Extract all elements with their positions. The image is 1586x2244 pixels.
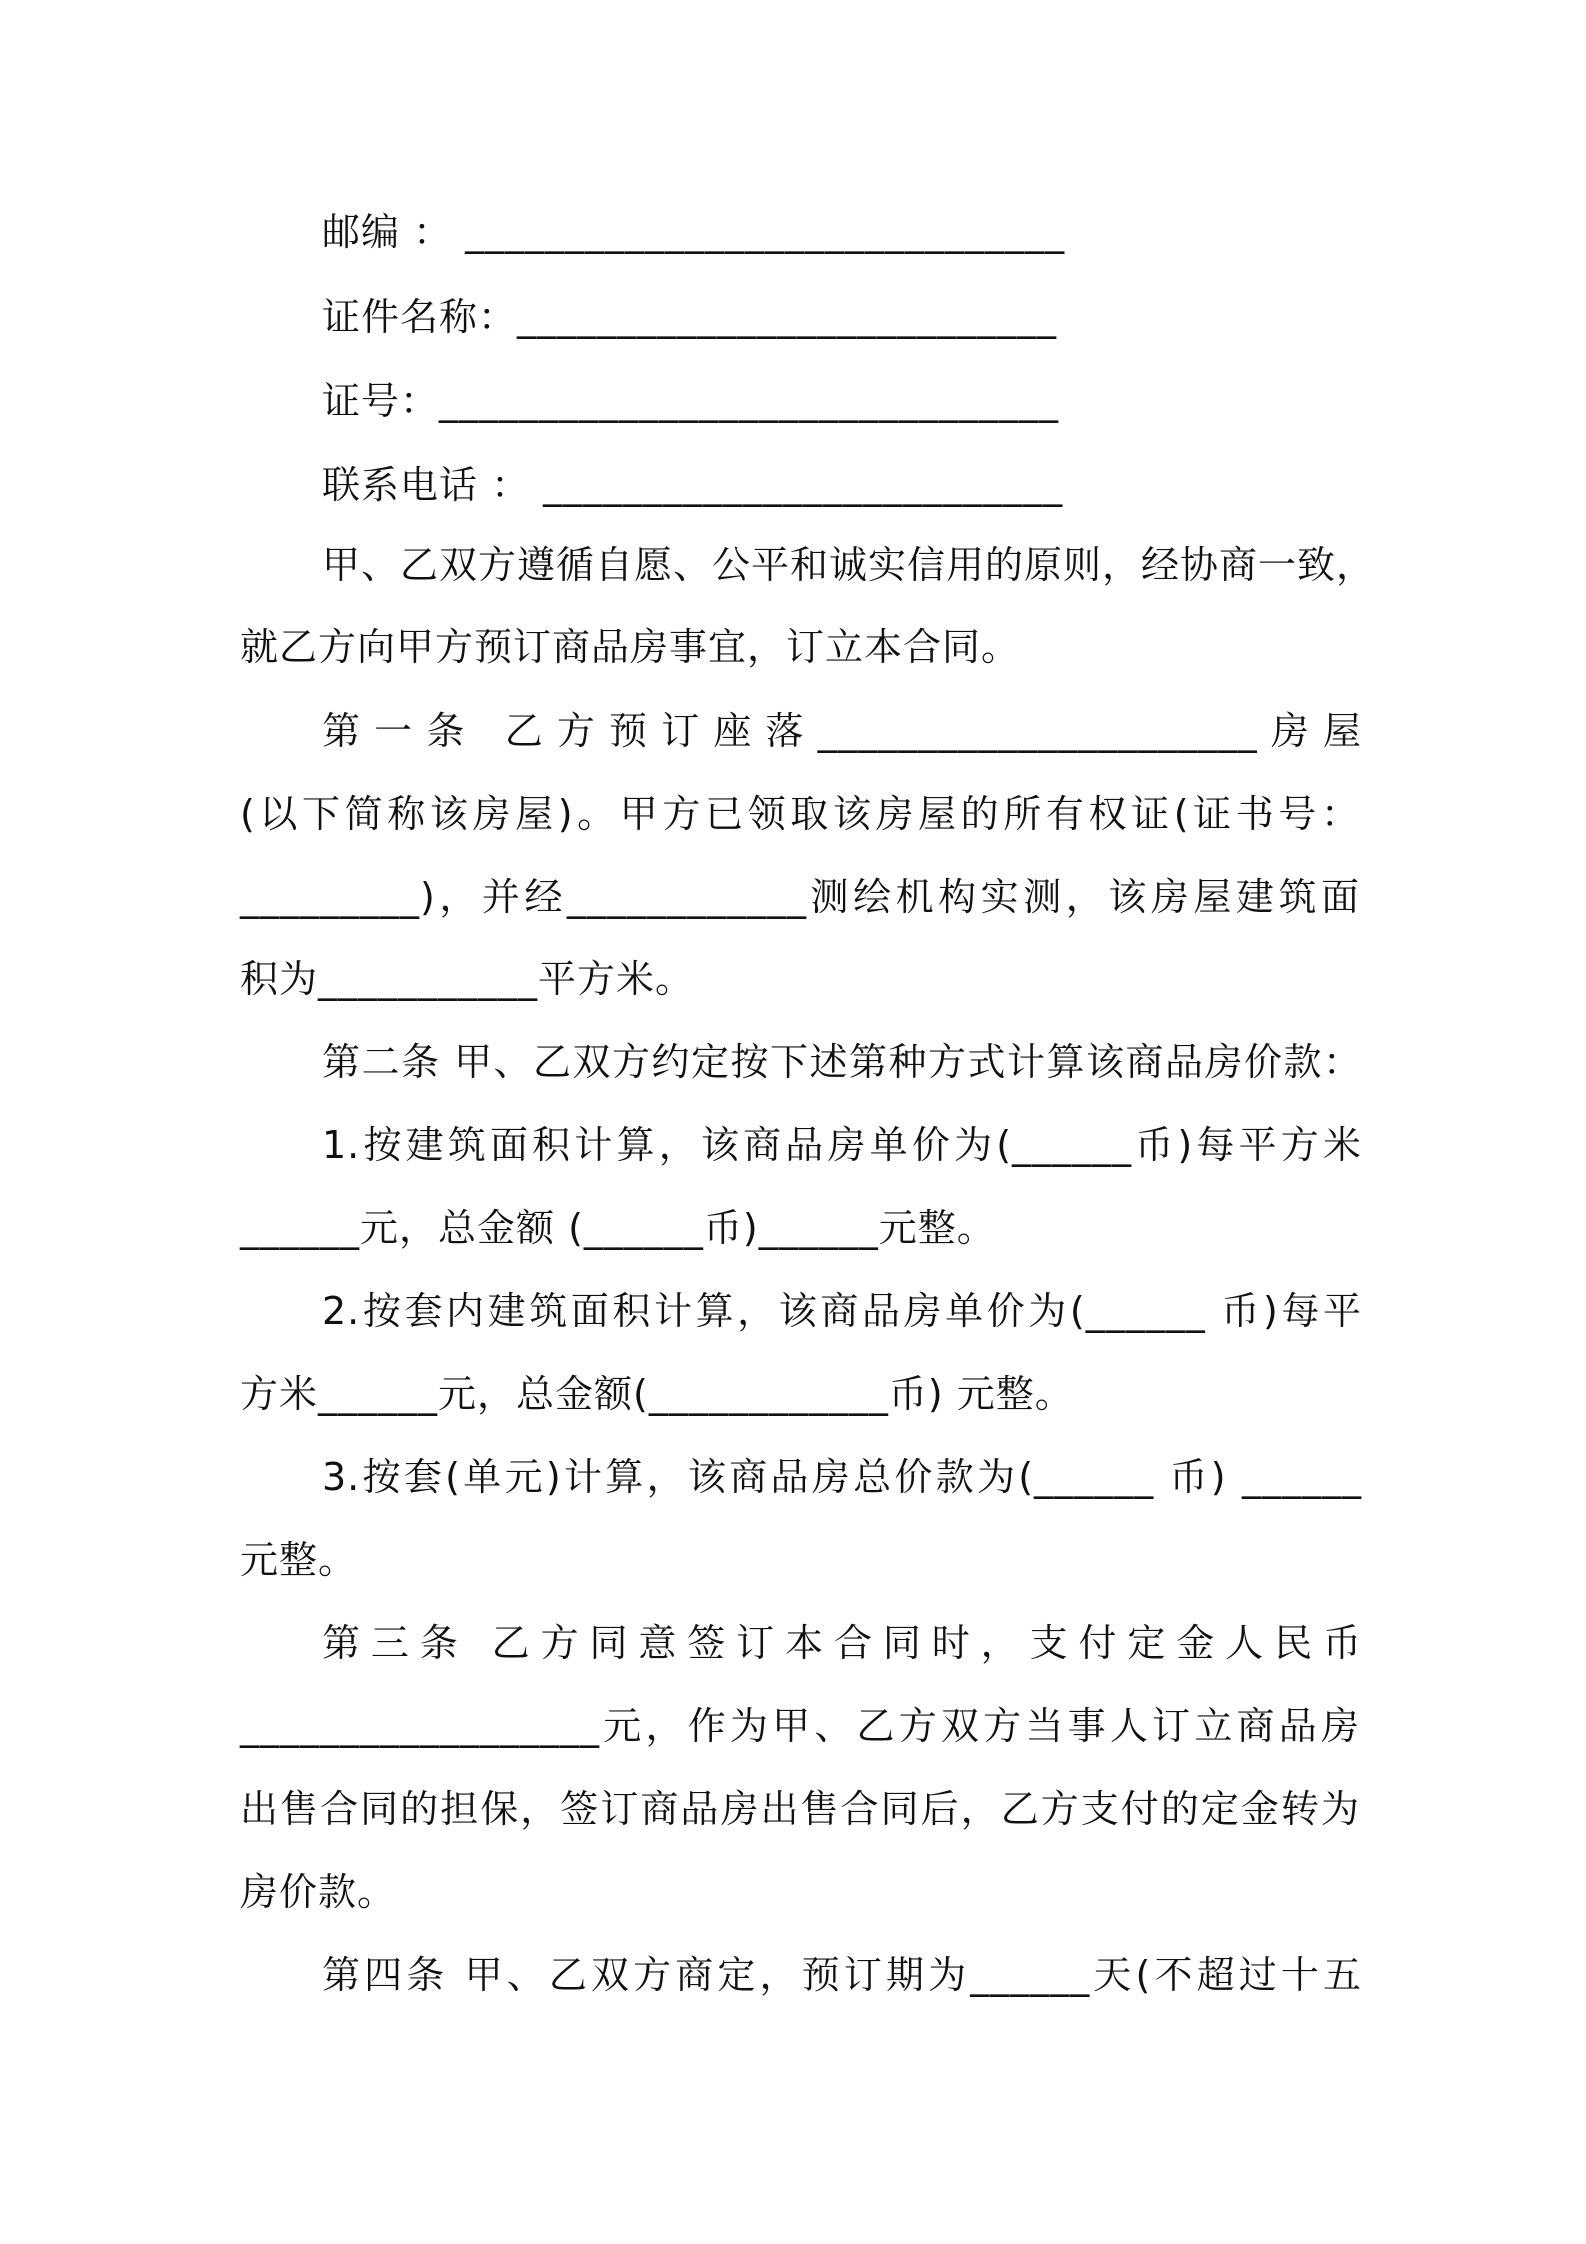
preamble-line-2: 就乙方向甲方预订商品房事宜，订立本合同。 bbox=[240, 625, 1021, 669]
article-2-heading: 第二条 甲、乙双方约定按下述第种方式计算该商品房价款： bbox=[322, 1040, 1362, 1084]
phone-field: 联系电话 ： __________________________ bbox=[322, 463, 1064, 507]
id-type-field: 证件名称：___________________________ bbox=[322, 295, 1058, 339]
article-2-option-3-line-2: 元整。 bbox=[240, 1538, 358, 1582]
article-2-option-1-line-2: ______元，总金额 (______币)______元整。 bbox=[240, 1206, 996, 1250]
article-3-line-2: __________________元，作为甲、乙方双方当事人订立商品房 bbox=[240, 1704, 1360, 1748]
article-4-line-1: 第四条 甲、乙双方商定，预订期为______天(不超过十五 bbox=[322, 1953, 1362, 1997]
article-3-line-3: 出售合同的担保，签订商品房出售合同后，乙方支付的定金转为 bbox=[240, 1787, 1360, 1831]
article-2-option-2-line-2: 方米______元，总金额(____________币) 元整。 bbox=[240, 1372, 1074, 1416]
article-3-line-1: 第三条 乙方同意签订本合同时，支付定金人民币 bbox=[322, 1621, 1362, 1665]
preamble-line-1: 甲、乙双方遵循自愿、公平和诚实信用的原则，经协商一致， bbox=[322, 543, 1376, 587]
article-1-line-4: 积为___________平方米。 bbox=[240, 957, 695, 1001]
article-2-option-2-line-1: 2.按套内建筑面积计算，该商品房单价为(______ 币)每平 bbox=[322, 1289, 1362, 1333]
article-1-line-3: _________)，并经____________测绘机构实测，该房屋建筑面 bbox=[240, 875, 1360, 919]
postal-code-field: 邮编 ： ______________________________ bbox=[322, 210, 1066, 254]
article-2-option-3-line-1: 3.按套(单元)计算，该商品房总价款为(______ 币) ______ bbox=[322, 1455, 1362, 1499]
article-3-line-4: 房价款。 bbox=[240, 1870, 397, 1914]
article-1-line-1: 第一条 乙方预订座落______________________房屋 bbox=[322, 709, 1362, 753]
id-number-field: 证号：_______________________________ bbox=[322, 379, 1060, 423]
article-1-line-2: (以下简称该房屋)。甲方已领取该房屋的所有权证(证书号： bbox=[240, 792, 1360, 836]
article-2-option-1-line-1: 1.按建筑面积计算，该商品房单价为(______币)每平方米 bbox=[322, 1123, 1362, 1167]
